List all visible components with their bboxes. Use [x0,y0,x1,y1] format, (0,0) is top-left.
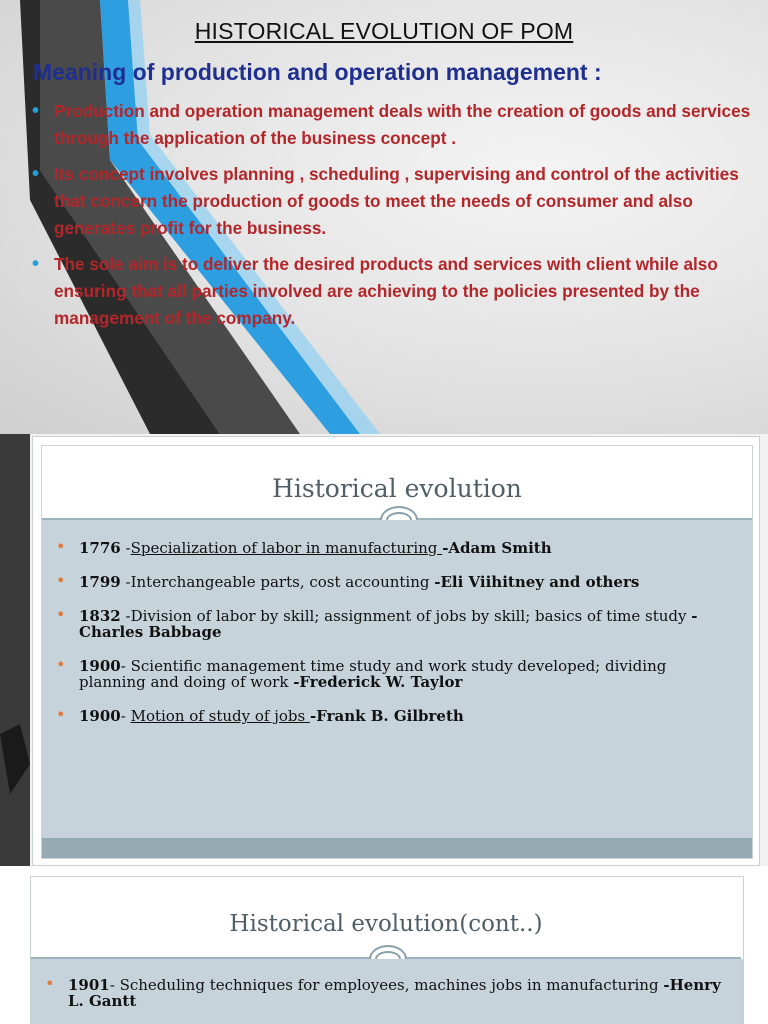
list-item: • Production and operation management deals with the creation of goods and services through the application of the business concept . [32,100,751,148]
bullet-dot-icon: • [32,100,40,122]
evolution-list [33,974,723,1010]
bullet-dot-icon: • [56,705,66,724]
slide-meaning-pom [0,0,768,434]
list-item: • 1901- Scheduling techniques for employees, machines jobs in manufacturing -Henry L. Gantt [45,974,721,1010]
evolution-card-cont [30,876,744,1024]
card-title: Historical evolution(cont..) [229,911,543,937]
list-item: • Its concept involves planning , scheduling , supervising and control of the activities that concern the production of goods to meet the needs of consumer and also generates profit for the business. [32,163,739,238]
bullet-dot-icon: • [45,974,55,993]
list-item: • The sole aim is to deliver the desired products and services with client while also ensuring that all parties involved are achieving to the policies presented by the management of the company. [32,253,718,328]
slide-historical-evolution-cont [0,866,768,1024]
slide-title: HISTORICAL EVOLUTION OF POM [194,18,574,44]
bullet-dot-icon: • [32,163,40,185]
bullet-dot-icon: • [56,605,66,624]
bullet-dot-icon: • [32,253,40,275]
list-item: • 1799 -Interchangeable parts, cost accounting -Eli Viihitney and others [56,571,640,591]
evolution-list [44,537,734,742]
bullet-dot-icon: • [56,571,66,590]
card-footer-bar [42,838,752,858]
section-heading: Meaning of production and operation management : [33,59,602,85]
list-item: • 1900- Scientific management time study and work study developed; dividing planning and doing of work -Frederick W. Taylor [56,655,667,691]
meaning-bullet-list [30,98,760,341]
evolution-card [32,436,760,866]
card-body [31,959,743,1024]
card-body [42,520,752,838]
list-item: • 1900- Motion of study of jobs -Frank B. Gilbreth [56,705,464,725]
slide-historical-evolution [0,434,768,866]
list-item: • 1776 -Specialization of labor in manufacturing -Adam Smith [56,537,552,557]
bullet-dot-icon: • [56,655,66,674]
card-title: Historical evolution [272,474,522,503]
list-item: • 1832 -Division of labor by skill; assignment of jobs by skill; basics of time study -Charles Babbage [56,605,698,641]
bullet-dot-icon: • [56,537,66,556]
